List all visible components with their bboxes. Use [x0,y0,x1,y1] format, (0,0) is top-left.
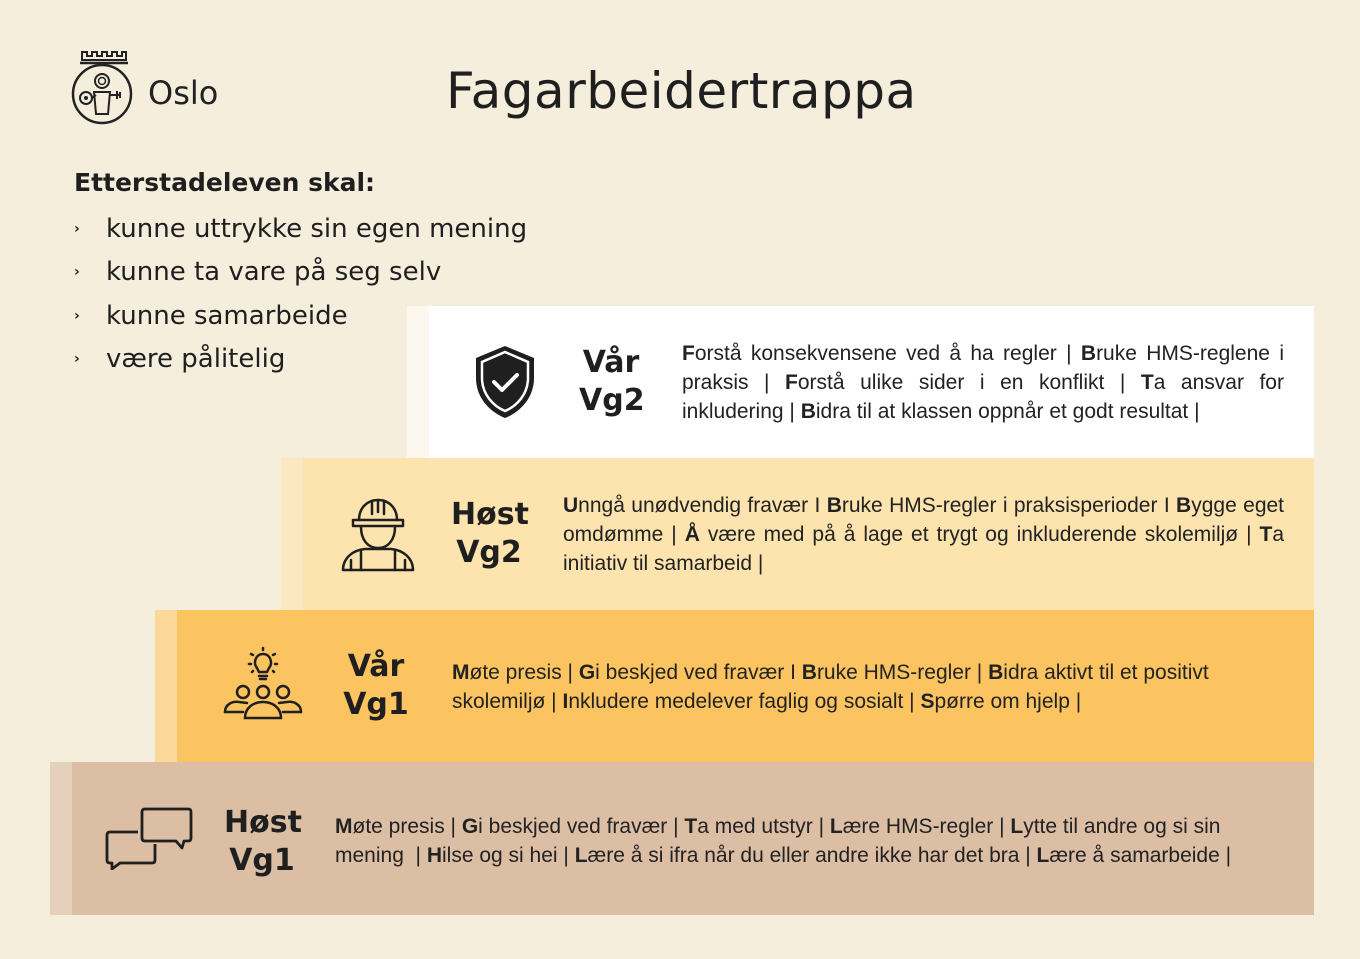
step-body [177,610,1314,762]
step-label [224,804,300,880]
step-host-vg1 [50,762,1314,915]
construction-worker-icon [339,494,417,574]
step-season: Vår [582,345,640,380]
step-description: Møte presis | Gi beskjed ved fravær | Ta med utstyr | Lære HMS-regler | Lytte til andre og si sin mening | Hilse og si hei | Lære å si ifra når du eller andre ikke har det bra | Lære å samarbeide | [335,815,1232,867]
step-description: Unngå unødvendig fravær I Bruke HMS-regler i praksisperioder I Bygge eget omdømme | Å være med på å lage et trygt og inkluderende skolemiljø | Ta initiativ til samarbeid | [563,494,1285,575]
step-level: Vg2 [456,535,522,570]
chevron-bullet-icon: › [74,351,80,368]
step-level: Vg1 [229,843,295,878]
step-label [341,648,411,724]
step-season: Vår [347,649,405,684]
intro-item [74,207,527,251]
step-strip [50,762,72,915]
step-description: Forstå konsekvensene ved å ha regler | Bruke HMS-reglene i praksis | Forstå ulike sider i en konflikt | Ta ansvar for inkludering | Bidra til at klassen oppnår et godt resultat | [682,342,1284,423]
step-label [579,344,643,420]
intro-item-text: kunne ta vare på seg selv [106,257,442,288]
step-label [451,496,527,572]
step-strip [407,306,429,458]
intro-heading: Etterstadeleven skal: [74,168,376,197]
chevron-bullet-icon: › [74,220,80,237]
step-body [303,458,1314,610]
chevron-bullet-icon: › [74,307,80,324]
step-body [429,306,1314,458]
chevron-bullet-icon: › [74,264,80,281]
chat-bubbles-icon [104,806,194,870]
page-title: Fagarbeidertrappa [446,62,917,120]
oslo-logo [70,48,218,126]
step-body [72,762,1314,915]
step-description: Møte presis | Gi beskjed ved fravær I Bruke HMS-regler | Bidra aktivt til et positivt skolemiljø | Inkludere medelever faglig og sosialt | Spørre om hjelp | [452,661,1209,713]
step-season: Høst [451,497,529,532]
intro-item [74,251,527,295]
oslo-coat-of-arms-icon [70,48,134,126]
step-host-vg2 [281,458,1314,610]
step-level: Vg1 [343,687,409,722]
logo-text: Oslo [148,74,219,112]
team-idea-icon [221,646,305,726]
intro-item-text: kunne uttrykke sin egen mening [106,213,528,244]
step-var-vg1 [155,610,1314,762]
intro-item-text: være pålitelig [106,344,286,375]
step-level: Vg2 [579,383,645,418]
step-strip [281,458,303,610]
step-var-vg2 [407,306,1314,458]
step-season: Høst [224,805,302,840]
shield-check-icon [473,344,537,420]
step-strip [155,610,177,762]
intro-item-text: kunne samarbeide [106,300,348,331]
